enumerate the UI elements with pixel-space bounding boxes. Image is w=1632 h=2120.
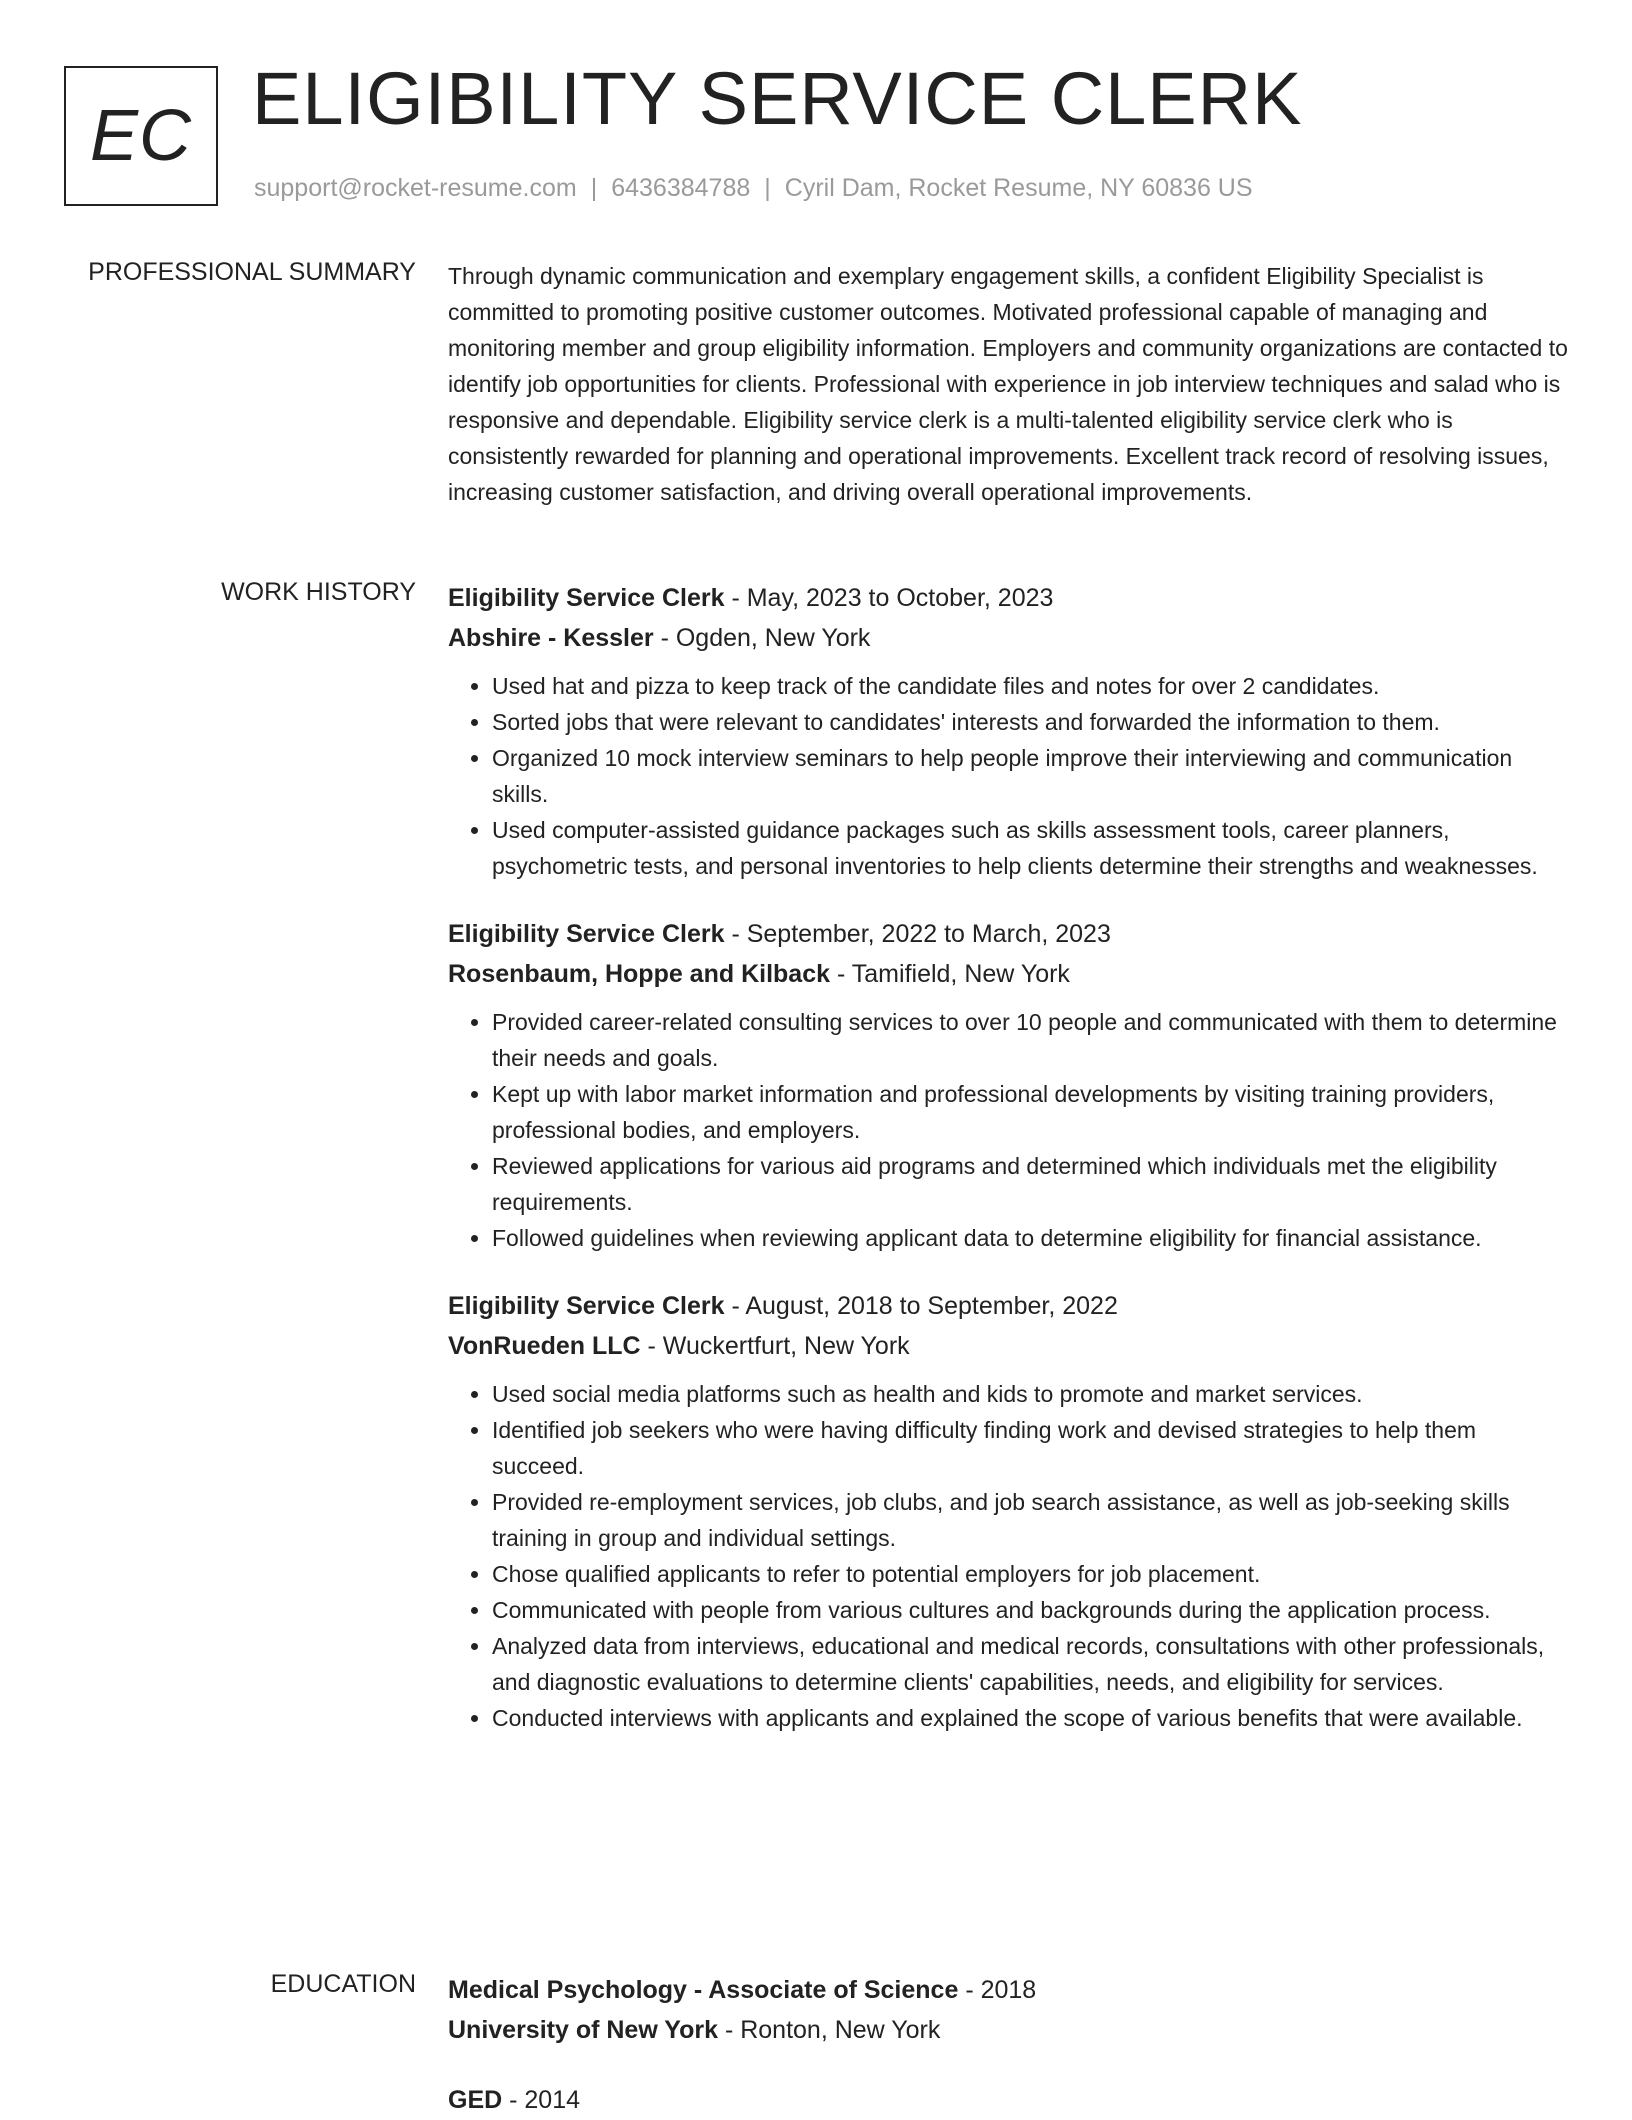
- summary-body: [448, 258, 1570, 510]
- work-history-heading: WORK HISTORY: [221, 578, 416, 606]
- job-bullet: • Reviewed applications for various aid programs and determined which individuals met the eligibility requirements.: [492, 1148, 1570, 1220]
- education-year: - 2018: [958, 1976, 1037, 2004]
- job-bullet: • Chose qualified applicants to refer to potential employers for job placement.: [492, 1556, 1570, 1592]
- summary-text: Through dynamic communication and exemplary engagement skills, a confident Eligibility Specialist is committed to promoting positive customer outcomes. Motivated professional capable of managing and monitoring member and group eligibility information. Employers and community organizations are contacted to identify job opportunities for clients. Professional with experience in job interview techniques and salad who is responsive and dependable. Eligibility service clerk is a multi-talented eligibility service clerk who is consistently rewarded for planning and operational improvements. Excellent track record of resolving issues, increasing customer satisfaction, and driving overall operational improvements.: [448, 263, 1568, 505]
- job-title-line: [448, 1286, 1570, 1326]
- education-degree: Medical Psychology - Associate of Science: [448, 1976, 959, 2004]
- job-bullet: • Used computer-assisted guidance packages such as skills assessment tools, career planners, psychometric tests, and personal inventories to help clients determine their strengths and weaknesses.: [492, 812, 1570, 884]
- job-company-line: [448, 954, 1570, 994]
- job-bullet: • Sorted jobs that were relevant to candidates' interests and forwarded the information to them.: [492, 704, 1570, 740]
- education-entry: [448, 1970, 1570, 2050]
- job-bullet: • Followed guidelines when reviewing applicant data to determine eligibility for financial assistance.: [492, 1220, 1570, 1256]
- job-location: - Tamifield, New York: [830, 960, 1070, 988]
- job-bullet: • Provided career-related consulting services to over 10 people and communicated with them to determine their needs and goals.: [492, 1004, 1570, 1076]
- job-entry: [448, 1286, 1570, 1736]
- summary-heading: PROFESSIONAL SUMMARY: [88, 258, 416, 286]
- job-bullets: [448, 1004, 1570, 1256]
- contact-separator: |: [590, 174, 598, 202]
- education-degree: GED: [448, 2086, 503, 2114]
- education-school-line: [448, 2010, 1570, 2050]
- job-company: Abshire - Kessler: [448, 624, 654, 652]
- education-school: University of New York: [448, 2016, 718, 2044]
- job-title: Eligibility Service Clerk: [448, 1292, 725, 1320]
- job-entry: [448, 914, 1570, 1256]
- contact-address: Cyril Dam, Rocket Resume, NY 60836 US: [784, 174, 1253, 202]
- job-bullet: • Used social media platforms such as health and kids to promote and market services.: [492, 1376, 1570, 1412]
- contact-email: support@rocket-resume.com: [254, 174, 577, 202]
- contact-phone: 6436384788: [611, 174, 751, 202]
- job-location: - Wuckertfurt, New York: [640, 1332, 910, 1360]
- job-bullet: • Provided re-employment services, job clubs, and job search assistance, as well as job-seeking skills training in group and individual settings.: [492, 1484, 1570, 1556]
- job-bullet: • Kept up with labor market information and professional developments by visiting training providers, professional bodies, and employers.: [492, 1076, 1570, 1148]
- job-title-line: [448, 578, 1570, 618]
- job-location: - Ogden, New York: [653, 624, 871, 652]
- work-history-body: [448, 578, 1570, 1736]
- job-company-line: [448, 618, 1570, 658]
- job-dates: - August, 2018 to September, 2022: [724, 1292, 1118, 1320]
- education-degree-line: [448, 2080, 1570, 2120]
- job-bullets: [448, 668, 1570, 884]
- job-dates: - September, 2022 to March, 2023: [724, 920, 1111, 948]
- monogram-box: [64, 66, 218, 206]
- education-year: - 2014: [502, 2086, 581, 2114]
- job-company-line: [448, 1326, 1570, 1366]
- job-dates: - May, 2023 to October, 2023: [724, 584, 1054, 612]
- job-bullet: • Organized 10 mock interview seminars to help people improve their interviewing and communication skills.: [492, 740, 1570, 812]
- resume-title: ELIGIBILITY SERVICE CLERK: [252, 57, 1303, 140]
- job-title-line: [448, 914, 1570, 954]
- education-location: - Ronton, New York: [718, 2016, 941, 2044]
- job-company: Rosenbaum, Hoppe and Kilback: [448, 960, 831, 988]
- education-body: [448, 1970, 1570, 2120]
- job-bullet: • Used hat and pizza to keep track of the candidate files and notes for over 2 candidates.: [492, 668, 1570, 704]
- job-bullet: • Conducted interviews with applicants and explained the scope of various benefits that were available.: [492, 1700, 1570, 1736]
- education-heading: EDUCATION: [270, 1970, 416, 1998]
- job-company: VonRueden LLC: [448, 1332, 641, 1360]
- job-entry: [448, 578, 1570, 884]
- job-title: Eligibility Service Clerk: [448, 584, 725, 612]
- job-title: Eligibility Service Clerk: [448, 920, 725, 948]
- job-bullet: • Identified job seekers who were having difficulty finding work and devised strategies to help them succeed.: [492, 1412, 1570, 1484]
- contact-separator: |: [764, 174, 771, 202]
- contact-line: [254, 174, 1253, 203]
- job-bullets: [448, 1376, 1570, 1736]
- education-degree-line: [448, 1970, 1570, 2010]
- job-bullet: • Analyzed data from interviews, educational and medical records, consultations with other professionals, and diagnostic evaluations to determine clients' capabilities, needs, and eligibility for services.: [492, 1628, 1570, 1700]
- job-bullet: • Communicated with people from various cultures and backgrounds during the application process.: [492, 1592, 1570, 1628]
- monogram-initials: EC: [89, 96, 193, 176]
- education-entry: [448, 2080, 1570, 2120]
